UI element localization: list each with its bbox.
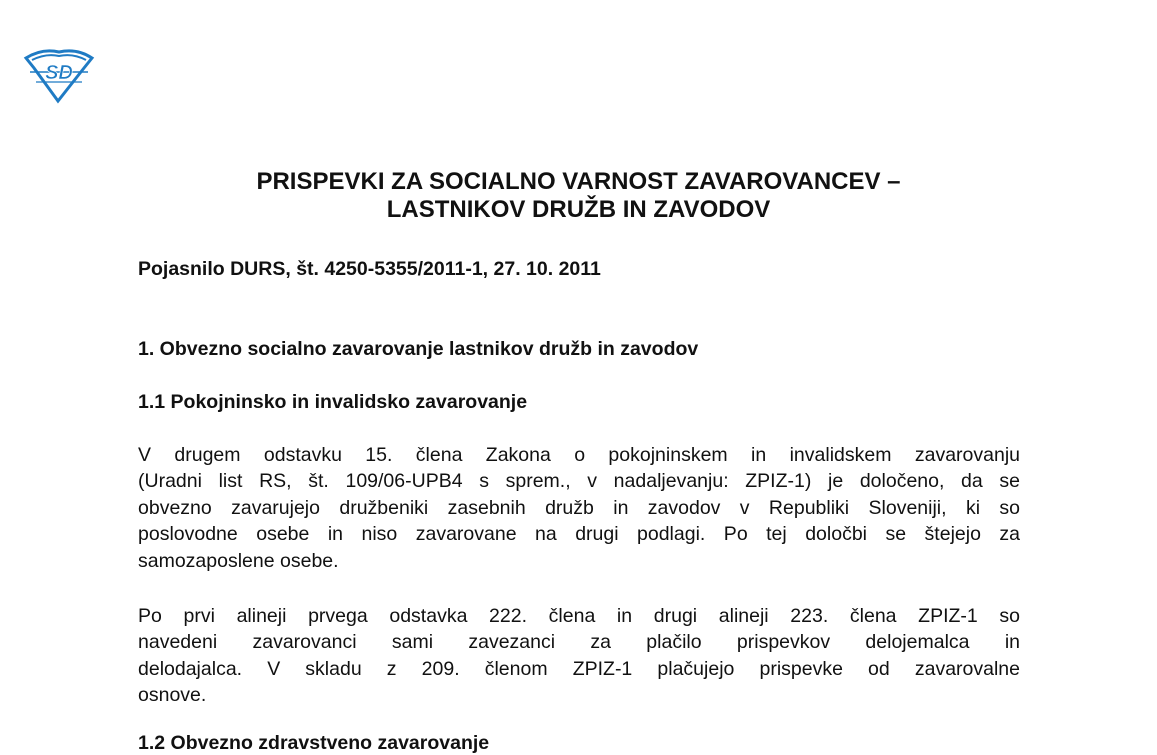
paragraph-line: delodajalca. V skladu z 209. členom ZPIZ-1 plačujejo prispevke od zavarovalne (138, 657, 1020, 680)
document-title (0, 168, 1157, 224)
document-title-line: PRISPEVKI ZA SOCIALNO VARNOST ZAVAROVANCEV – (256, 168, 901, 195)
sd-logo-icon (22, 46, 96, 104)
paragraph-line: Po prvi alineji prvega odstavka 222. člena in drugi alineji 223. člena ZPIZ-1 so (138, 605, 1020, 627)
paragraph-line: V drugem odstavku 15. člena Zakona o pokojninskem in invalidskem zavarovanju (138, 444, 1020, 466)
paragraph-line: samozaposlene osebe. (138, 549, 339, 572)
paragraph-line: osnove. (138, 684, 207, 707)
document-title-line: LASTNIKOV DRUŽB IN ZAVODOV (386, 196, 771, 223)
paragraph-2 (138, 603, 1020, 709)
section-1-heading: 1. Obvezno socialno zavarovanje lastnikov družb in zavodov (138, 338, 699, 360)
paragraph-1 (138, 442, 1020, 574)
section-1-2-heading: 1.2 Obvezno zdravstveno zavarovanje (138, 732, 490, 754)
paragraph-line: poslovodne osebe in niso zavarovane na drugi podlagi. Po tej določbi se štejejo za (138, 523, 1020, 546)
paragraph-line: (Uradni list RS, št. 109/06-UPB4 s sprem., v nadaljevanju: ZPIZ-1) je določeno, da se (138, 470, 1020, 493)
section-1-1-heading: 1.1 Pokojninsko in invalidsko zavarovanje (138, 391, 528, 413)
paragraph-line: obvezno zavarujejo družbeniki zasebnih družb in zavodov v Republiki Sloveniji, ki so (138, 496, 1020, 519)
paragraph-line: navedeni zavarovanci sami zavezanci za plačilo prispevkov delojemalca in (138, 631, 1020, 654)
document-subtitle: Pojasnilo DURS, št. 4250-5355/2011-1, 27. 10. 2011 (138, 258, 601, 280)
svg-text:SD: SD (45, 62, 73, 84)
